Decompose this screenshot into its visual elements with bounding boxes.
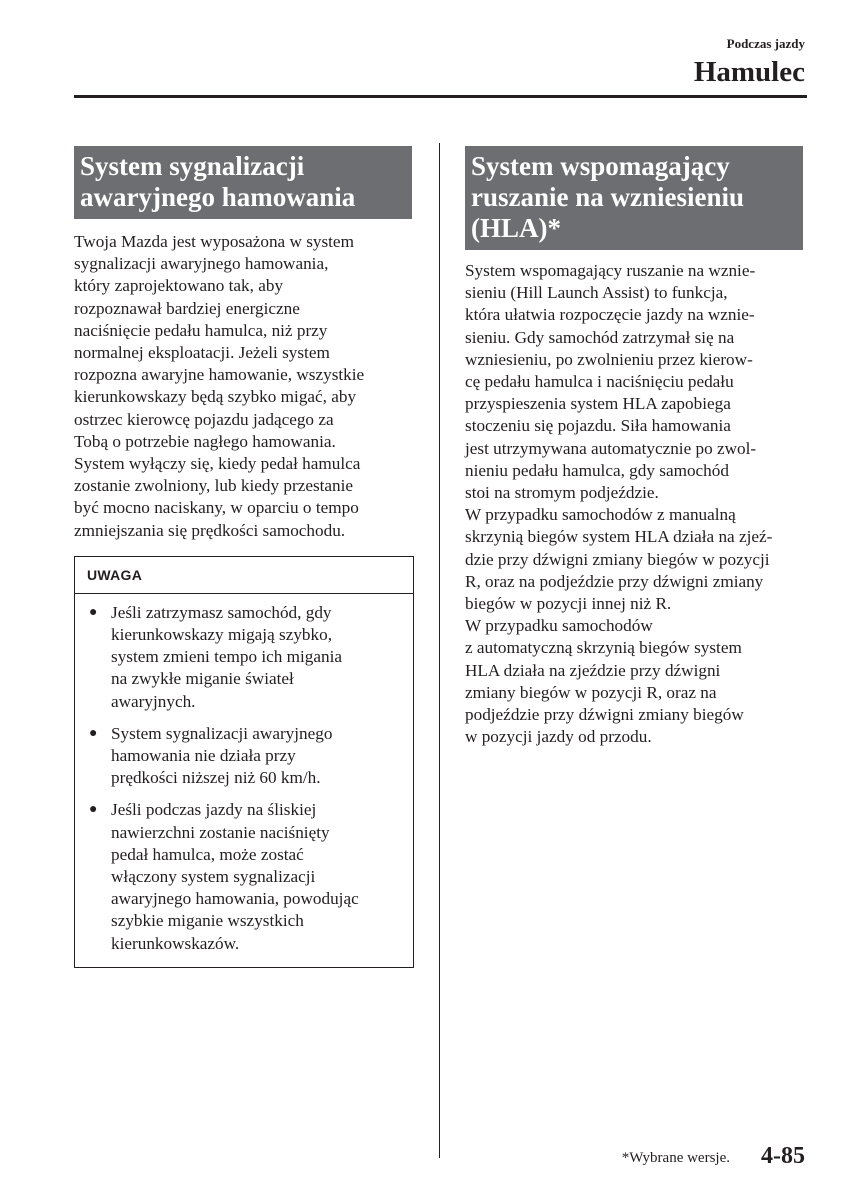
note-item-text: Jeśli zatrzymasz samochód, gdy kierunkowskazy migają szybko, system zmieni tempo ich migania na zwykłe miganie świateł awaryjnych. [111, 602, 343, 711]
list-item [87, 602, 401, 713]
page-number: 4-85 [761, 1143, 805, 1169]
section-heading-emergency-signal [74, 146, 412, 219]
note-item-text: System sygnalizacji awaryjnego hamowania nie działa przy prędkości niższej niż 60 km/h. [111, 723, 333, 788]
header-rule [74, 95, 807, 98]
bullet-icon: ● [89, 725, 98, 741]
list-item [87, 799, 401, 954]
footer-note: *Wybrane wersje. [621, 1150, 730, 1166]
note-title: UWAGA [75, 557, 413, 594]
page-title: Hamulec [693, 56, 805, 88]
body-paragraph: System wspomagający ruszanie na wznie- sieniu (Hill Launch Assist) to funkcja, która ułatwia rozpoczęcie jazdy na wznie- sieniu. Gdy samochód zatrzymał się na wzniesieniu, po zwolnieniu przez kierow- cę pedału hamulca i naciśnięciu pedału przyspieszenia system HLA zapobiega stoczeniu się pojazdu. Siła hamowania jest utrzymywana automatycznie po zwol- nieniu pedału hamulca, gdy samochód stoi na stromym podjeździe. W przypadku samochodów z manualną skrzynią biegów system HLA działa na zjeź- dzie przy dźwigni zmiany biegów w pozycji R, oraz na podjeździe przy dźwigni zmiany biegów w pozycji innej niż R. W przypadku samochodów z automatyczną skrzynią biegów system HLA działa na zjeździe przy dźwigni zmiany biegów w pozycji R, oraz na podjeździe przy dźwigni zmiany biegów w pozycji jazdy od przodu. [465, 261, 773, 747]
section-heading-hla [465, 146, 803, 250]
bullet-icon: ● [89, 802, 98, 818]
left-column [74, 146, 414, 968]
column-divider [439, 143, 440, 1158]
section-label: Podczas jazdy [726, 36, 805, 51]
bullet-icon: ● [89, 604, 98, 620]
list-item [87, 723, 401, 790]
section-heading-text: System wspomagający ruszanie na wzniesieniu (HLA)* [471, 151, 745, 243]
right-column [465, 146, 805, 748]
note-item-text: Jeśli podczas jazdy na śliskiej nawierzchni zostanie naciśnięty pedał hamulca, może zostać włączony system sygnalizacji awaryjnego hamowania, powodując szybkie miganie wszystkich kierunkowskazów. [111, 800, 359, 953]
note-list [75, 594, 413, 967]
section-heading-text: System sygnalizacji awaryjnego hamowania [80, 151, 356, 212]
note-box [74, 556, 414, 968]
body-paragraph: Twoja Mazda jest wyposażona w system sygnalizacji awaryjnego hamowania, który zaprojektowano tak, aby rozpoznawał bardziej energiczne naciśnięcie pedału hamulca, niż przy normalnej eksploatacji. Jeżeli system rozpozna awaryjne hamowanie, wszystkie kierunkowskazy będą szybko migać, aby ostrzec kierowcę pojazdu jadącego za Tobą o potrzebie nagłego hamowania. System wyłączy się, kiedy pedał hamulca zostanie zwolniony, lub kiedy przestanie być mocno naciskany, w oparciu o tempo zmniejszania się prędkości samochodu. [74, 232, 365, 540]
